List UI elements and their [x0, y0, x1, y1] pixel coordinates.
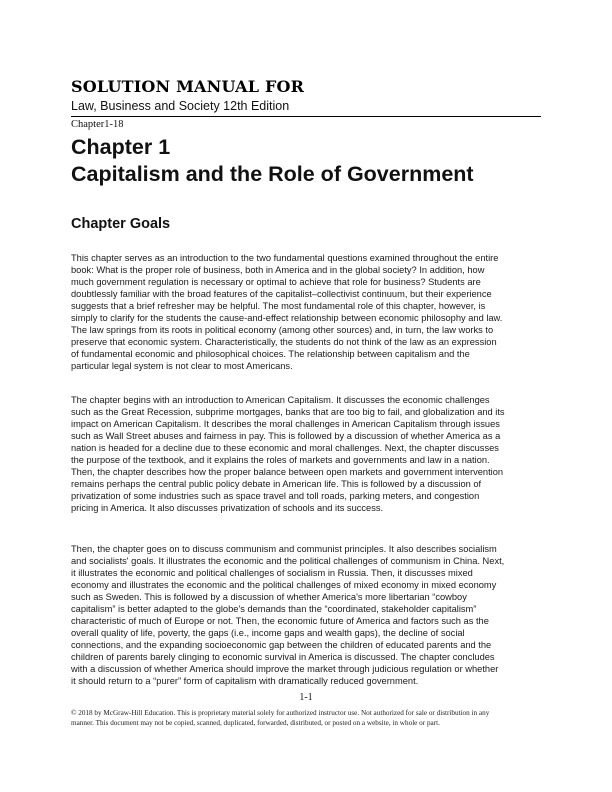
paragraph-2 [71, 394, 543, 514]
paragraph-line: of fundamental economic and philosophical choices. The relationship between capitalism and the [71, 349, 470, 359]
copyright-line: © 2018 by McGraw-Hill Education. This is proprietary material solely for authorized instructor use. Not authorized for sale or distribution in any [71, 709, 490, 717]
solution-manual-banner: SOLUTION MANUAL FOR [71, 77, 305, 96]
book-title: Law, Business and Society 12th Edition [71, 99, 290, 113]
paragraph-line: much government regulation is necessary or optimal to achieve that role for business? Students are [71, 277, 481, 287]
paragraph-line: pricing in America. It also discusses privatization of schools and its success. [71, 503, 384, 513]
paragraph-line: doubtlessly familiar with the broad features of the capitalist–collectivist continuum, but their experience [71, 289, 492, 299]
chapter-number-heading: Chapter 1 [71, 135, 171, 159]
paragraph-line: The chapter begins with an introduction to American Capitalism. It discusses the economic challenges [71, 395, 490, 405]
paragraph-line: particular legal system is not clear to most Americans. [71, 361, 293, 371]
paragraph-line: preserve that economic system. Characteristically, the students do not think of the law as an expression [71, 337, 497, 347]
paragraph-line: such as the Great Recession, subprime mortgages, banks that are too big to fail, and globalization and its [71, 407, 505, 417]
paragraph-line: children of parents barely clinging to economic survival in America is discussed. The chapter concludes [71, 652, 495, 662]
paragraph-line: and socialists' goals. It illustrates the economic and the political challenges of communism in China. Next, [71, 556, 505, 566]
paragraph-line: characteristic of much of Europe or not. Then, the economic future of America and factors such as the [71, 616, 489, 626]
paragraph-line: the purpose of the textbook, and it explains the roles of markets and governments and law in a nation. [71, 455, 490, 465]
paragraph-line: privatization of some industries such as space travel and toll roads, parking meters, and congestion [71, 491, 480, 501]
paragraph-line: such as Sweden. This is followed by a discussion of whether America's more libertarian “cowboy [71, 592, 467, 602]
paragraph-line: such as Wall Street abuses and fairness in pay. This is followed by a discussion of whether America as a [71, 431, 501, 441]
paragraph-line: it should return to a “purer” form of capitalism with dramatically reduced government. [71, 676, 419, 686]
paragraph-line: suggests that a brief refresher may be helpful. The most fundamental role of this chapter, however, is [71, 301, 486, 311]
paragraph-3 [71, 543, 543, 687]
paragraph-line: Then, the chapter describes how the proper balance between open markets and government intervention [71, 467, 504, 477]
paragraph-line: This chapter serves as an introduction to the two fundamental questions examined throughout the entire [71, 253, 499, 263]
paragraph-line: The law springs from its roots in political economy (among other sources) and, in turn, the law works to [71, 325, 494, 335]
paragraph-line: economy and illustrates the economic and the political challenges of mixed economy in mixed economy [71, 580, 497, 590]
paragraph-line: nation is headed for a decline due to these economic and moral challenges. Next, the chapter discusses [71, 443, 499, 453]
paragraph-line: connections, and the expanding socioeconomic gap between the children of educated parents and the [71, 640, 492, 650]
page-number: 1-1 [299, 692, 313, 703]
header-divider [71, 116, 541, 117]
copyright-footer [71, 708, 549, 728]
chapter-code: Chapter1-18 [71, 119, 124, 130]
paragraph-line: book: What is the proper role of business, both in America and in the global society? In addition, how [71, 265, 485, 275]
paragraph-line: simply to clarify for the students the cause-and-effect relationship between economic philosophy and law. [71, 313, 503, 323]
paragraph-line: it illustrates the economic and political challenges of socialism in Russia. Then, it discusses mixed [71, 568, 473, 578]
paragraph-line: impact on American Capitalism. It describes the moral challenges in American Capitalism through issues [71, 419, 500, 429]
paragraph-line: capitalism” is better adapted to the globe's demands than the “coordinated, stakeholder capitalism” [71, 604, 477, 614]
section-heading: Chapter Goals [71, 216, 171, 232]
paragraph-line: overall quality of life, poverty, the gaps (i.e., income gaps and wealth gaps), the decline of social [71, 628, 465, 638]
chapter-title-heading: Capitalism and the Role of Government [71, 162, 474, 186]
paragraph-line: remains perhaps the central public policy debate in American life. This is followed by a discussion of [71, 479, 482, 489]
copyright-line: manner. This document may not be copied, scanned, duplicated, forwarded, distributed, or posted on a website, in whole or part. [71, 719, 440, 727]
paragraph-line: Then, the chapter goes on to discuss communism and communist principles. It also describes socialism [71, 544, 497, 554]
paragraph-line: with a discussion of whether America should improve the market through judicious regulation or whether [71, 664, 499, 674]
paragraph-1 [71, 252, 543, 372]
